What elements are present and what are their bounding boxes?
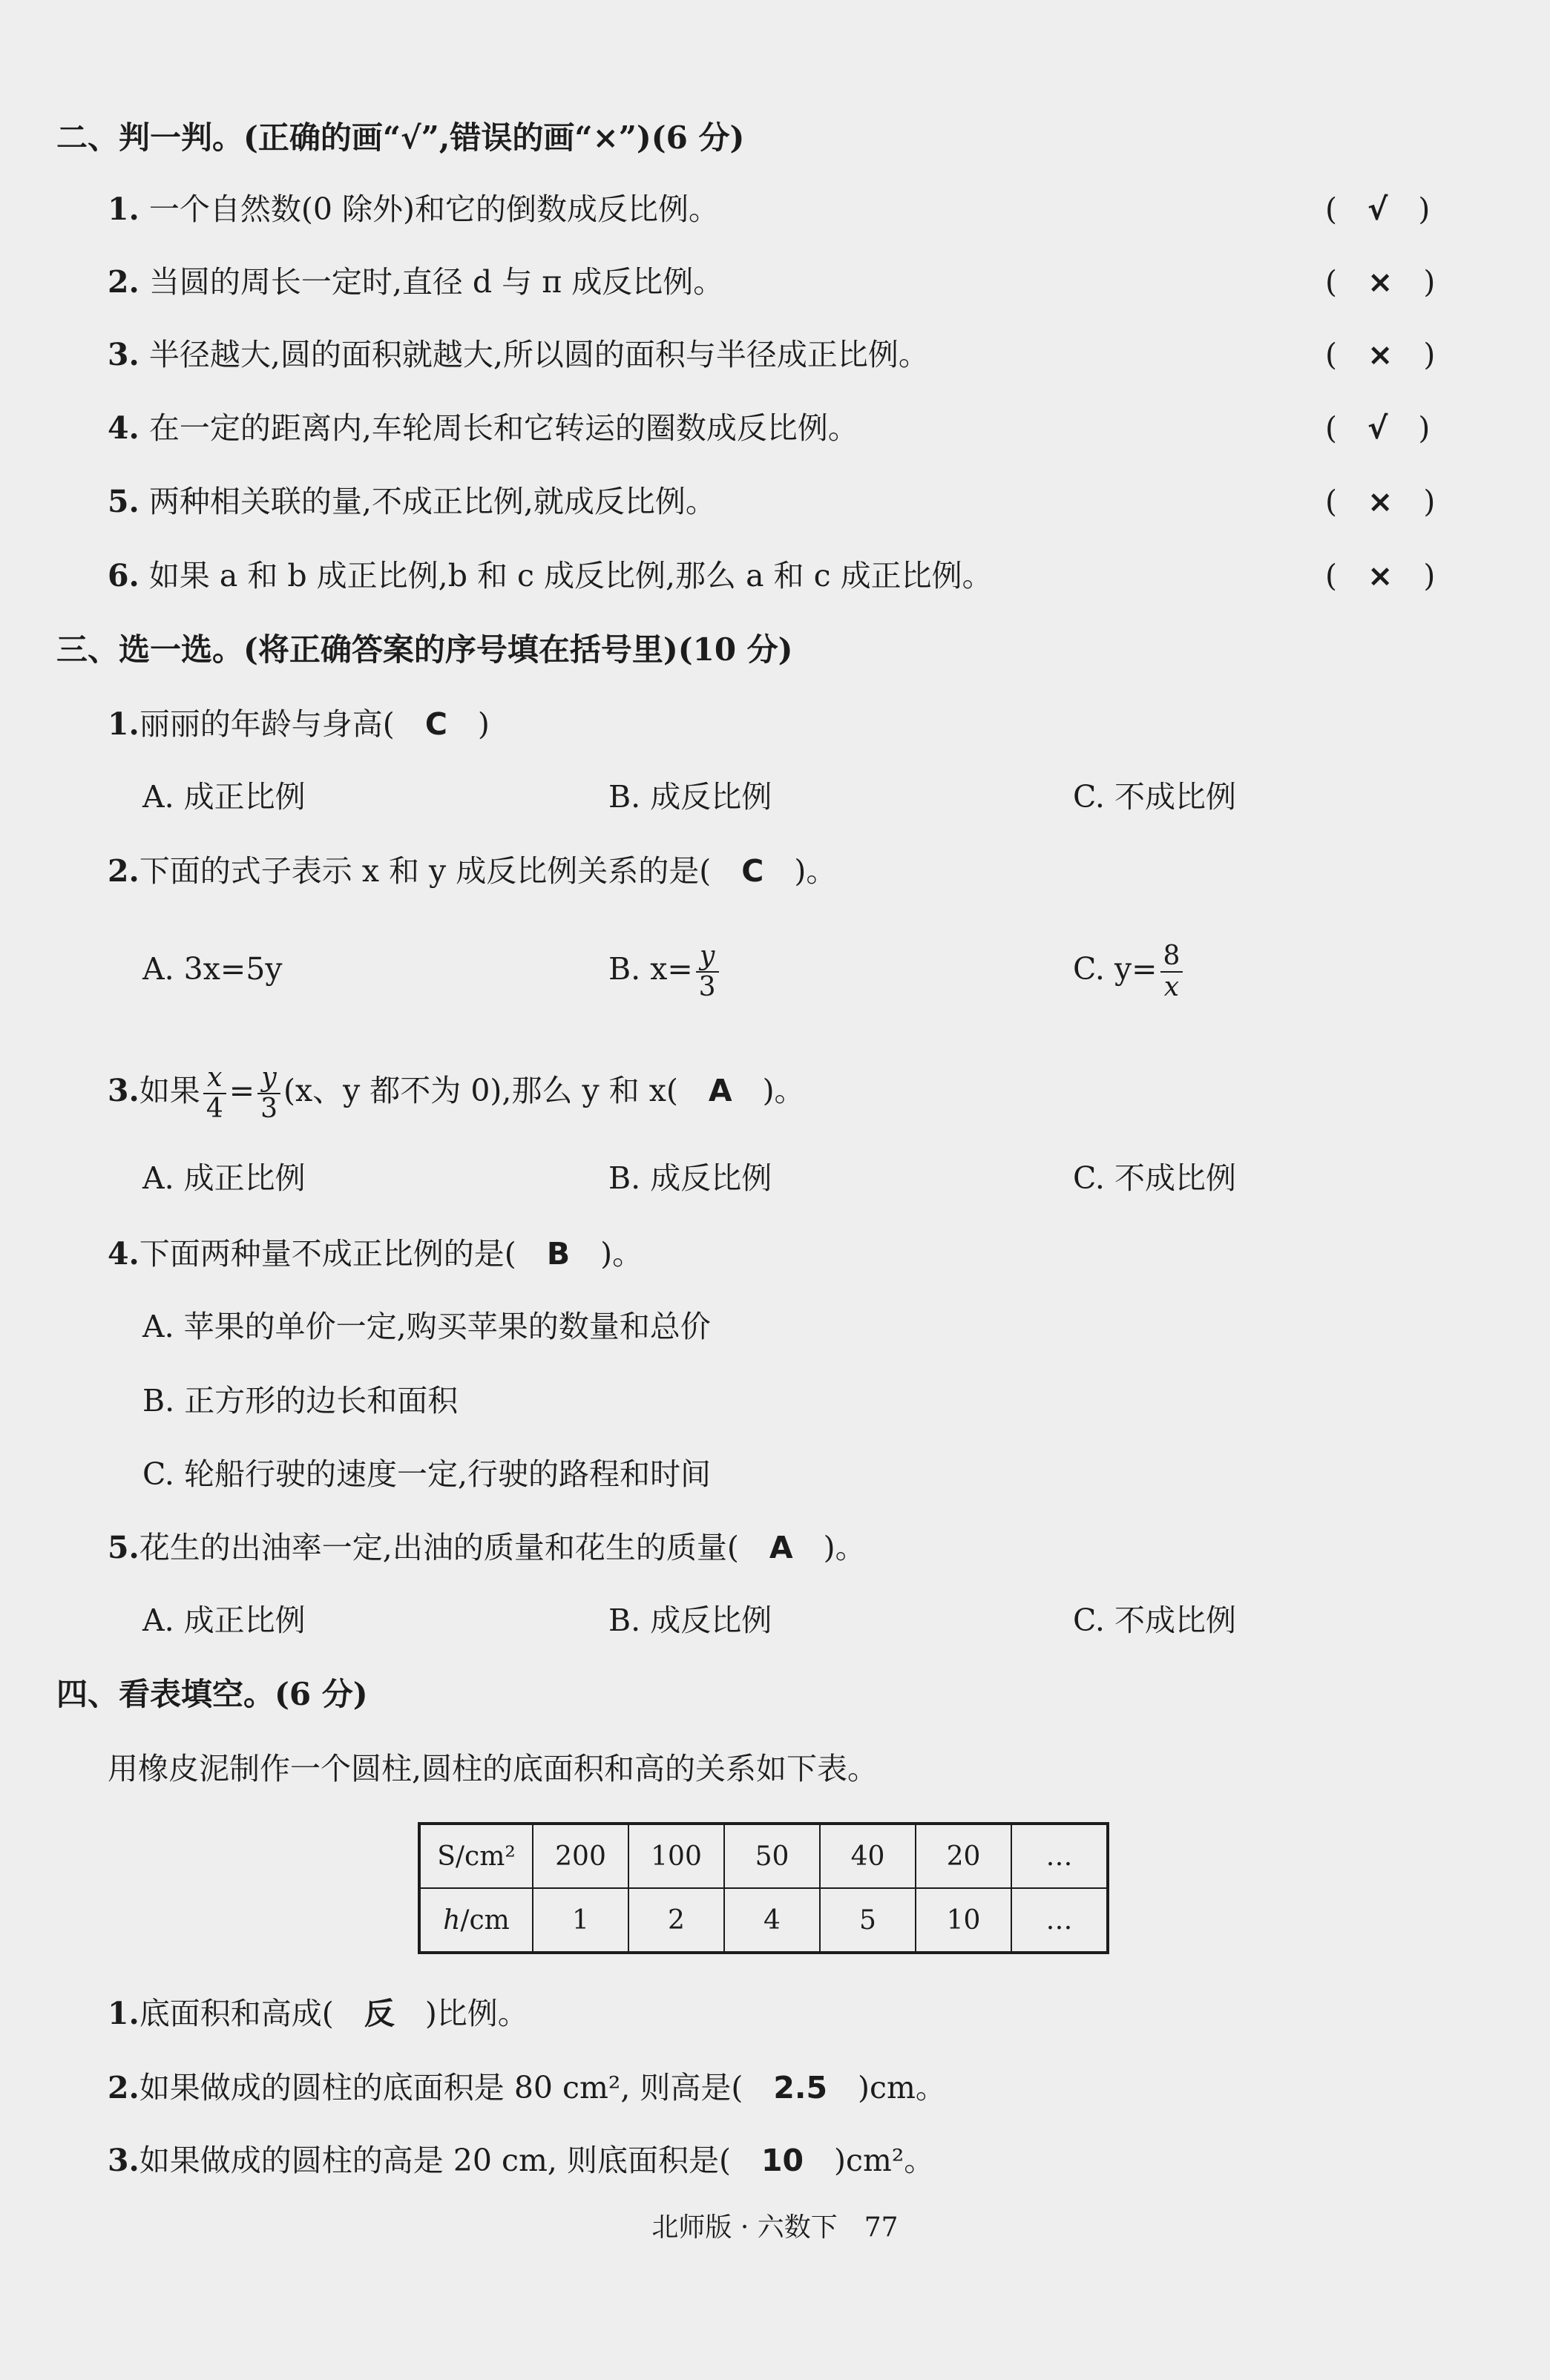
judge-answer-2: ( × ) — [1325, 264, 1436, 300]
answer-mark: × — [1367, 337, 1393, 372]
item-number: 5. — [108, 484, 139, 519]
q2-option-b — [608, 933, 722, 1005]
answer-letter: B — [546, 1236, 571, 1272]
table-row — [419, 1824, 1108, 1888]
table-cell: 2 — [628, 1888, 724, 1953]
question-text-end: )。 — [762, 1073, 805, 1108]
option-prefix: C. y= — [1073, 951, 1157, 987]
q3-option-c: C. 不成比例 — [1073, 1160, 1236, 1196]
equals-sign: = — [229, 1073, 255, 1108]
fraction — [1160, 941, 1183, 1002]
question-text: 下面的式子表示 x 和 y 成反比例关系的是( — [139, 853, 712, 889]
table-cell: 50 — [724, 1824, 820, 1888]
item-number: 5. — [108, 1530, 139, 1565]
judge-item-2 — [108, 261, 723, 303]
question-text: (x、y 都不为 0),那么 y 和 x( — [283, 1073, 678, 1108]
item-text: 半径越大,圆的面积就越大,所以圆的面积与半径成正比例。 — [148, 337, 929, 372]
judge-answer-5: ( × ) — [1325, 484, 1436, 519]
fraction-numerator: y — [257, 1063, 280, 1094]
table-header-height — [419, 1888, 533, 1953]
question-text: 如果 — [139, 1073, 200, 1108]
question-text: 底面积和高成( — [139, 1996, 334, 2031]
section4-intro: 用橡皮泥制作一个圆柱,圆柱的底面积和高的关系如下表。 — [108, 1751, 879, 1786]
fill-question-3 — [108, 2140, 934, 2181]
section3-title: 三、选一选。(将正确答案的序号填在括号里)(10 分) — [56, 631, 793, 668]
item-text: 如果 a 和 b 成正比例,b 和 c 成反比例,那么 a 和 c 成正比例。 — [148, 558, 993, 594]
table-cell: 20 — [916, 1824, 1011, 1888]
height-variable: h — [443, 1904, 461, 1936]
judge-item-6 — [108, 555, 993, 596]
question-text-end: )cm。 — [858, 2070, 946, 2105]
choice-question-5 — [108, 1527, 866, 1568]
fraction-numerator: y — [696, 941, 719, 973]
question-text: 如果做成的圆柱的高是 20 cm, 则底面积是( — [139, 2143, 731, 2178]
item-number: 1. — [108, 191, 139, 227]
answer-mark: √ — [1367, 191, 1388, 227]
answer-letter: C — [424, 706, 447, 742]
item-text: 两种相关联的量,不成正比例,就成反比例。 — [148, 484, 716, 519]
item-number: 3. — [108, 2143, 139, 2178]
item-number: 1. — [108, 1996, 139, 2031]
item-number: 4. — [108, 1236, 139, 1272]
section2-title: 二、判一判。(正确的画“√”,错误的画“×”)(6 分) — [56, 119, 745, 156]
height-unit: /cm — [460, 1904, 510, 1936]
q2-option-a: A. 3x=5y — [142, 951, 283, 987]
choice-question-3 — [108, 1055, 805, 1126]
answer-letter: A — [708, 1073, 732, 1108]
fraction — [696, 941, 719, 1002]
item-number: 3. — [108, 337, 139, 372]
item-text: 一个自然数(0 除外)和它的倒数成反比例。 — [148, 191, 719, 227]
q5-option-c: C. 不成比例 — [1073, 1602, 1236, 1638]
fill-question-2 — [108, 2067, 946, 2108]
q4-option-b: B. 正方形的边长和面积 — [142, 1383, 459, 1419]
answer-mark: √ — [1367, 410, 1388, 446]
answer-letter: A — [769, 1530, 793, 1565]
answer-value: 反 — [364, 1996, 395, 2031]
item-number: 2. — [108, 2070, 139, 2105]
q3-option-b: B. 成反比例 — [608, 1160, 772, 1196]
section4-title: 四、看表填空。(6 分) — [56, 1676, 368, 1712]
judge-item-5 — [108, 481, 716, 522]
question-text: 如果做成的圆柱的底面积是 80 cm², 则高是( — [139, 2070, 743, 2105]
fraction-denominator: 4 — [206, 1093, 223, 1124]
question-text-end: ) — [477, 706, 490, 742]
answer-letter: C — [741, 853, 764, 889]
question-text: 花生的出油率一定,出油的质量和花生的质量( — [139, 1530, 739, 1565]
choice-question-2 — [108, 850, 836, 892]
question-text-end: )cm²。 — [834, 2143, 935, 2178]
area-height-table — [418, 1822, 1109, 1954]
fraction-numerator: 8 — [1160, 941, 1183, 973]
answer-value: 10 — [761, 2143, 804, 2178]
question-text-end: )。 — [600, 1236, 643, 1272]
answer-mark: × — [1367, 264, 1393, 300]
table-cell: 10 — [916, 1888, 1011, 1953]
item-number: 4. — [108, 410, 139, 446]
table-cell: 40 — [820, 1824, 916, 1888]
question-text: 丽丽的年龄与身高( — [139, 706, 395, 742]
item-number: 3. — [108, 1073, 139, 1108]
item-number: 2. — [108, 853, 139, 889]
judge-item-3 — [108, 334, 929, 375]
table-cell: 5 — [820, 1888, 916, 1953]
table-cell: 200 — [533, 1824, 628, 1888]
q1-option-c: C. 不成比例 — [1073, 779, 1236, 815]
table-cell: 100 — [628, 1824, 724, 1888]
answer-mark: × — [1367, 484, 1393, 519]
judge-answer-1: ( √ ) — [1325, 191, 1431, 227]
q1-option-a: A. 成正比例 — [142, 779, 306, 815]
q5-option-b: B. 成反比例 — [608, 1602, 772, 1638]
table-cell: … — [1011, 1888, 1108, 1953]
item-number: 2. — [108, 264, 139, 300]
judge-answer-6: ( × ) — [1325, 558, 1436, 594]
q1-option-b: B. 成反比例 — [608, 779, 772, 815]
fraction-denominator: 3 — [260, 1093, 278, 1124]
judge-answer-3: ( × ) — [1325, 337, 1436, 372]
choice-question-1 — [108, 703, 490, 745]
q4-option-c: C. 轮船行驶的速度一定,行驶的路程和时间 — [142, 1456, 712, 1492]
question-text: 下面两种量不成正比例的是( — [139, 1236, 516, 1272]
item-text: 当圆的周长一定时,直径 d 与 π 成反比例。 — [148, 264, 724, 300]
judge-item-1 — [108, 188, 719, 230]
fill-question-1 — [108, 1993, 528, 2034]
fraction — [257, 1063, 280, 1124]
table-cell: 4 — [724, 1888, 820, 1953]
fraction-numerator: x — [203, 1063, 226, 1094]
choice-question-4 — [108, 1233, 643, 1275]
fraction — [203, 1063, 226, 1124]
option-prefix: B. x= — [608, 951, 693, 987]
judge-answer-4: ( √ ) — [1325, 410, 1431, 446]
item-number: 1. — [108, 706, 139, 742]
question-text-end: )。 — [794, 853, 837, 889]
q5-option-a: A. 成正比例 — [142, 1602, 306, 1638]
item-number: 6. — [108, 558, 139, 594]
fraction-denominator: x — [1163, 971, 1180, 1002]
table-cell: … — [1011, 1824, 1108, 1888]
q3-option-a: A. 成正比例 — [142, 1160, 306, 1196]
judge-item-4 — [108, 407, 858, 449]
answer-mark: × — [1367, 558, 1393, 594]
fraction-denominator: 3 — [698, 971, 716, 1002]
table-row — [419, 1888, 1108, 1953]
table-header-area: S/cm² — [419, 1824, 533, 1888]
q4-option-a: A. 苹果的单价一定,购买苹果的数量和总价 — [142, 1309, 711, 1344]
q2-option-c — [1073, 933, 1186, 1005]
page-footer: 北师版 · 六数下 77 — [651, 2212, 899, 2243]
answer-value: 2.5 — [773, 2070, 828, 2105]
question-text-end: )。 — [823, 1530, 866, 1565]
question-text-end: )比例。 — [424, 1996, 528, 2031]
table-cell: 1 — [533, 1888, 628, 1953]
item-text: 在一定的距离内,车轮周长和它转运的圈数成反比例。 — [148, 410, 858, 446]
